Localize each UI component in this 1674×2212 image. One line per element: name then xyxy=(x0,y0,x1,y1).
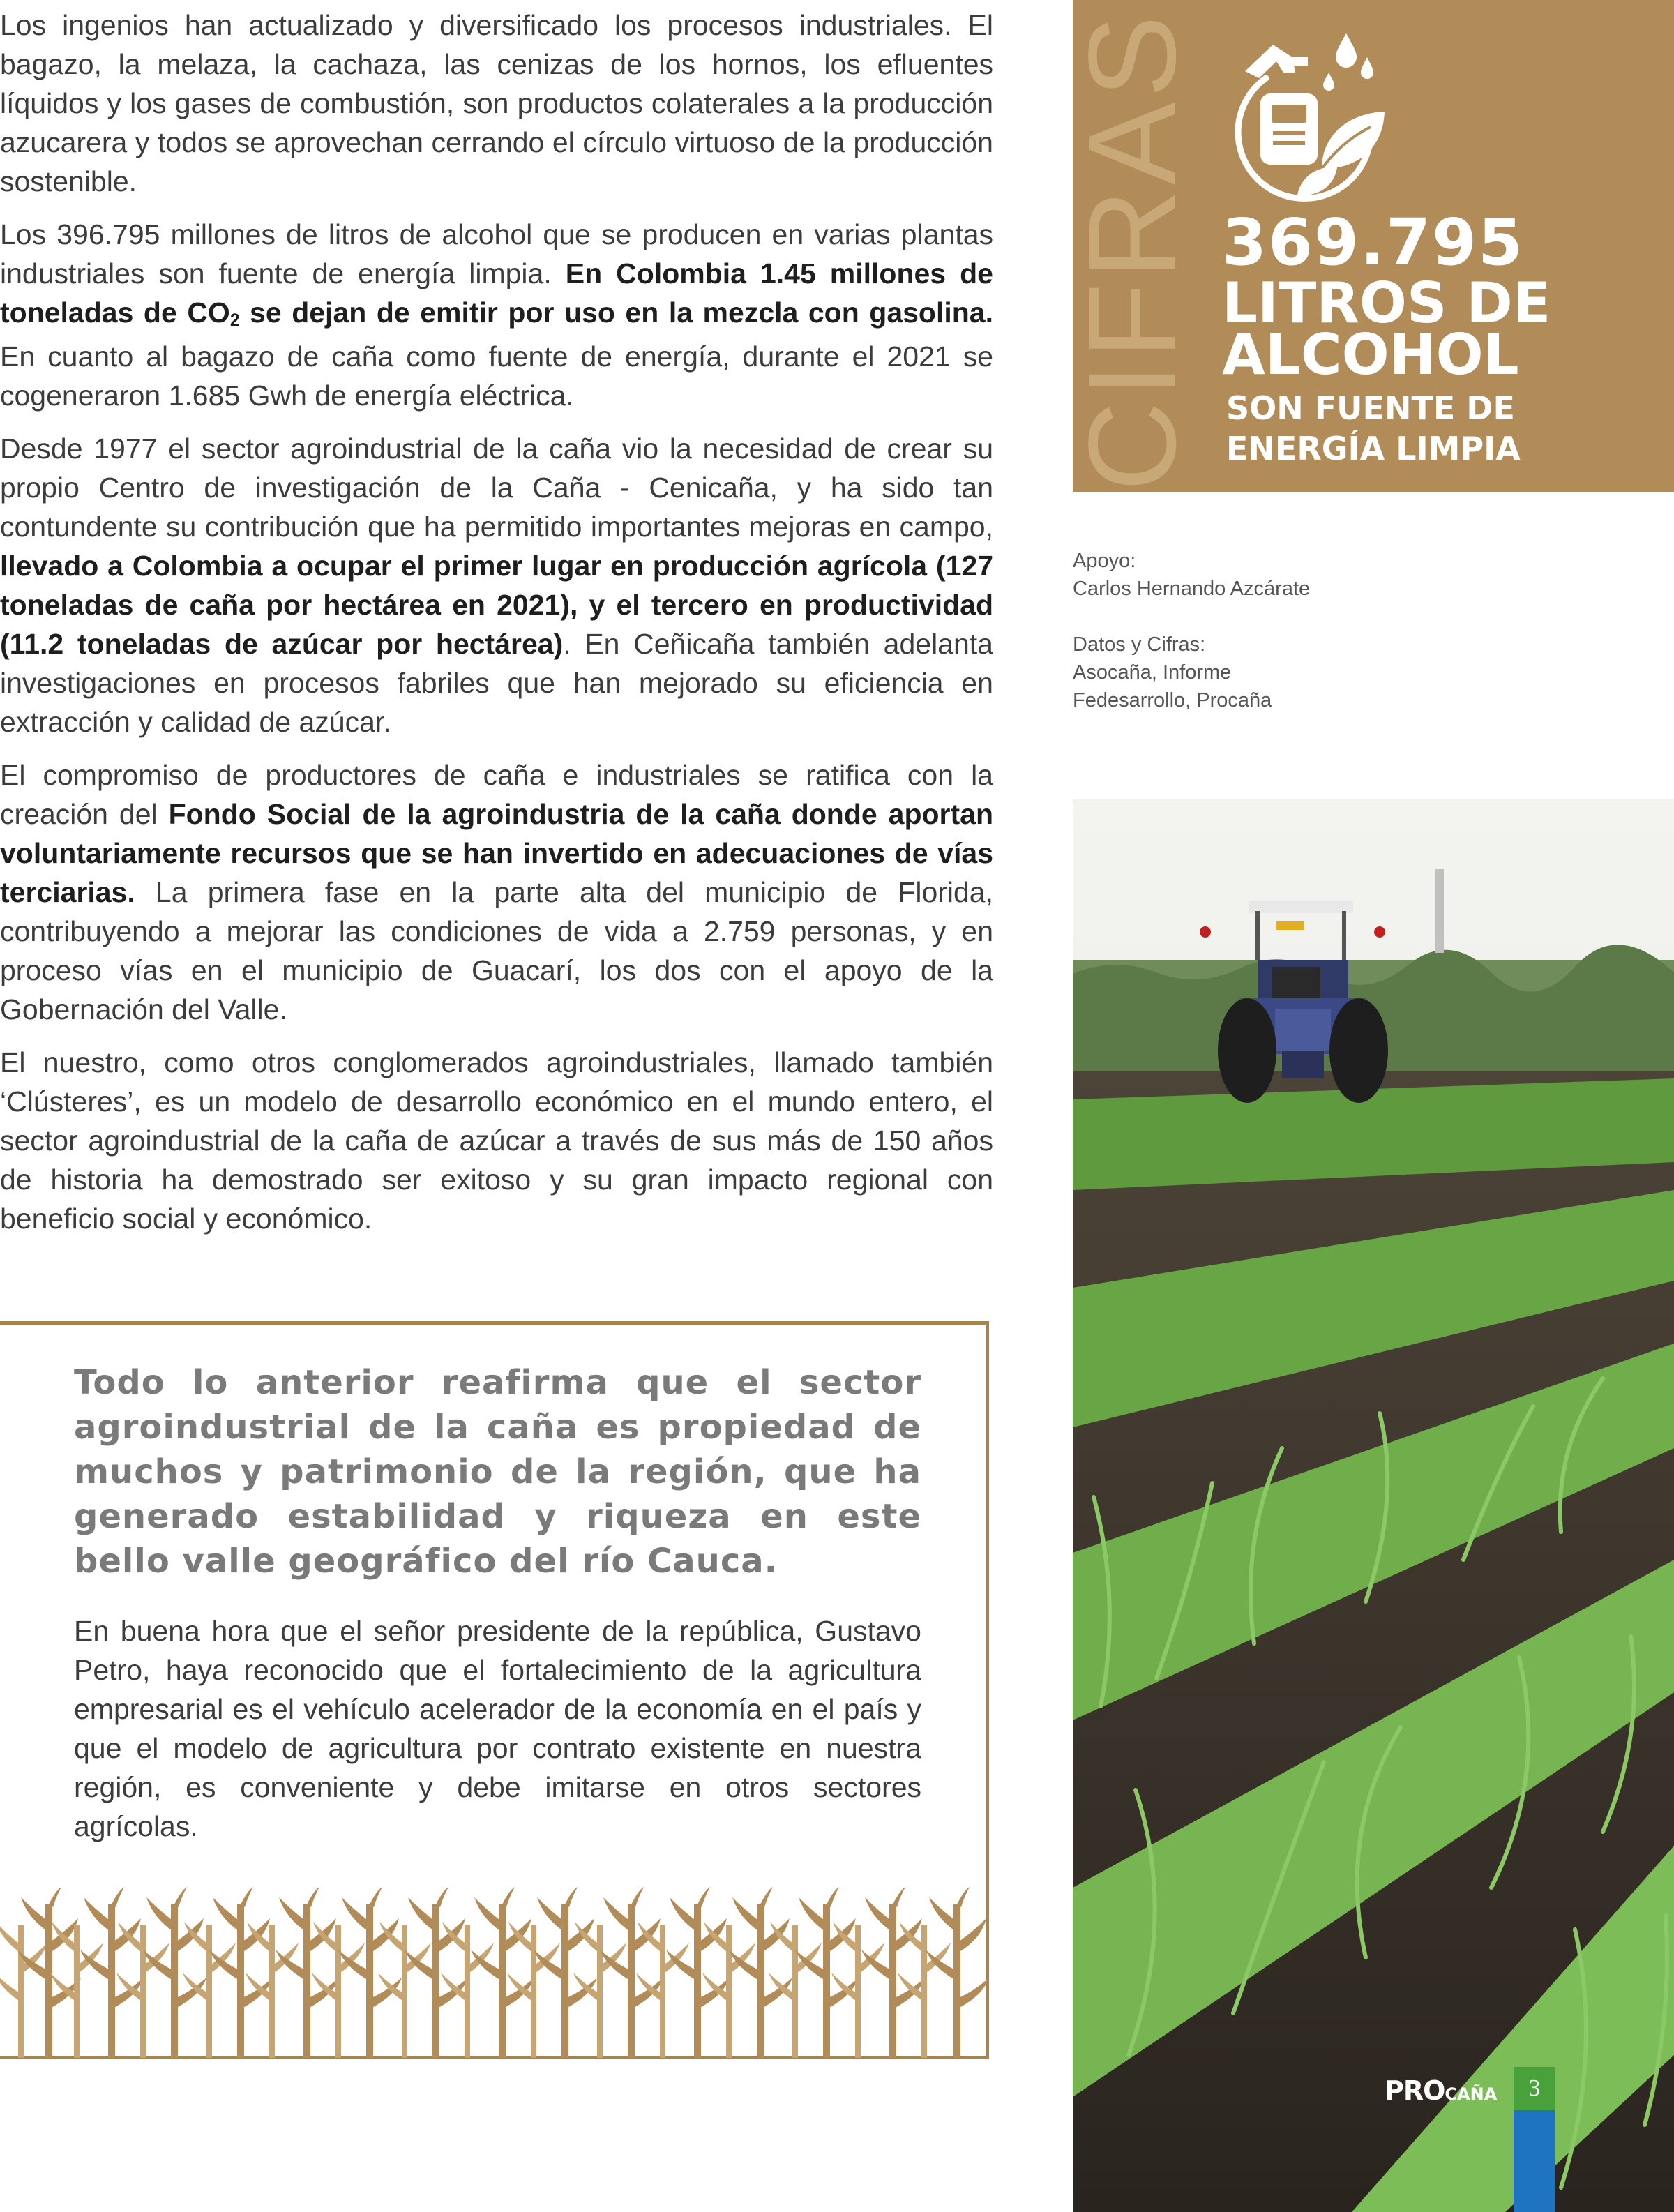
fondo-social-highlight: Fondo Social de la agroindustria de la caña donde aportan voluntariamente recursos que se han invertido en adecuaciones de vías terciarias. xyxy=(0,798,993,908)
quote-body: En buena hora que el señor presidente de la república, Gustavo Petro, haya reconocido que el fortalecimiento de la agricultura empresarial es el vehículo acelerador de la economía en el país y que el modelo de agricultura por contrato existente en nuestra región, es conveniente y debe imitarse en otros sectores agrícolas. xyxy=(74,1615,921,1842)
tractor-sugarcane-field-photo xyxy=(1073,799,1674,2212)
production-highlight: llevado a Colombia a ocupar el primer lugar en producción agrícola (127 toneladas de caña por hectárea en 2021), y el tercero en productividad (11.2 toneladas de azúcar por hectárea) xyxy=(0,550,993,660)
paragraph-1: Los ingenios han actualizado y diversificado los procesos industriales. El bagazo, la melaza, la cachaza, las cenizas de los hornos, los efluentes líquidos y los gases de combustión, son productos colaterales a la producción azucarera y todos se aprovechan cerrando el círculo virtuoso de la producción sostenible. xyxy=(0,9,993,197)
credits: Apoyo: Carlos Hernando Azcárate Datos y Cifras: Asocaña, Informe Fedesarrollo, Procaña xyxy=(1073,550,1311,712)
paragraph-4: El compromiso de productores de caña e industriales se ratifica con la creación del Fondo Social de la agroindustria de la caña donde aportan voluntariamente recursos que se han invertido en adecuaciones de vías terciarias. La primera fase en la parte alta del municipio de Florida, contribuyendo a mejorar las condiciones de vida a 2.759 personas, y en proceso vías en el municipio de Guacarí, los dos con el apoyo de la Gobernación del Valle. xyxy=(0,759,993,1025)
page-number-bar xyxy=(1514,2067,1555,2212)
paragraph-2: Los 396.795 millones de litros de alcohol que se producen en varias plantas industriales son fuente de energía limpia. En Colombia 1.45 millones de toneladas de $CO_2$ se dejan de emitir por uso en la mezcla con gasolina. En cuanto al bagazo de caña como fuente de energía, durante el 2021 se cogeneraron 1.685 Gwh de energía eléctrica. xyxy=(0,218,994,412)
article-body xyxy=(0,6,993,1252)
paragraph-3: Desde 1977 el sector agroindustrial de la caña vio la necesidad de crear su propio Centro de investigación de la Caña - Cenicaña, y ha sido tan contundente su contribución que ha permitido importantes mejoras en campo, llevado a Colombia a ocupar el primer lugar en producción agrícola (127 toneladas de caña por hectárea en 2021), y el tercero en productividad (11.2 toneladas de azúcar por hectárea). En Ceñicaña también adelanta investigaciones en procesos fabriles que han mejorado su eficiencia en extracción y calidad de azúcar. xyxy=(0,432,993,738)
procana-logo: PROCAÑA xyxy=(1385,2075,1498,2106)
quote-title: Todo lo anterior reafirma que el sector agroindustrial de la caña es propiedad de muchos y patrimonio de la región, que ha generado estabilidad y riqueza en este bello valle geográfico del río Cauca. xyxy=(74,1363,921,1581)
co2-highlight: En Colombia 1.45 millones de toneladas de $CO_2$ se dejan de emitir por uso en la mezcla con gasolina. xyxy=(0,257,994,330)
page-number: 3 xyxy=(1528,2075,1541,2101)
cifras-vertical-label: CIFRAS xyxy=(1062,10,1202,492)
cifras-headline: LITROS DE ALCOHOL xyxy=(1222,271,1551,387)
cifras-number: 369.795 xyxy=(1222,205,1525,280)
cifras-subheadline: SON FUENTE DE ENERGÍA LIMPIA xyxy=(1226,389,1521,467)
paragraph-5: El nuestro, como otros conglomerados agroindustriales, llamado también ‘Clústeres’, es un modelo de desarrollo económico en el mundo entero, el sector agroindustrial de la caña de azúcar a través de sus más de 150 años de historia ha demostrado ser exitoso y su gran impacto regional con beneficio social y económico. xyxy=(0,1046,993,1235)
fuel-pump-leaf-icon xyxy=(1217,29,1392,207)
sugarcane-decoration-icon xyxy=(0,1890,985,2058)
